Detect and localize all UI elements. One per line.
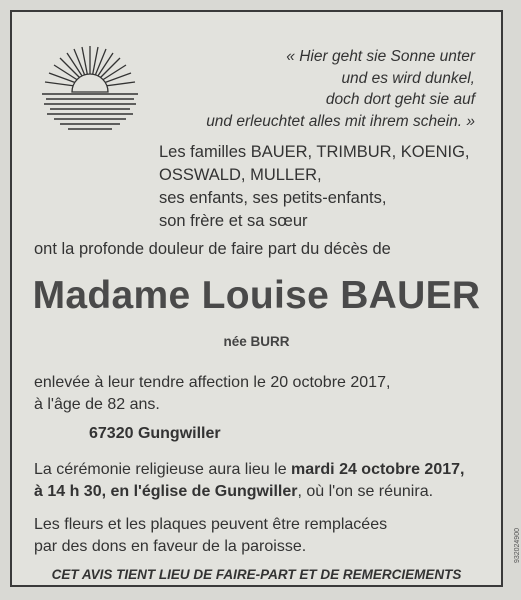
poem-quote xyxy=(206,46,475,132)
poem-line: doch dort geht sie auf xyxy=(325,91,475,108)
death-line: à l'âge de 82 ans. xyxy=(34,396,160,413)
flowers-note xyxy=(34,514,387,558)
families-block xyxy=(159,141,470,233)
footer-notice: CET AVIS TIENT LIEU DE FAIRE-PART ET DE REMERCIEMENTS xyxy=(51,567,462,582)
flowers-line: par des dons en faveur de la paroisse. xyxy=(34,538,307,555)
announcement-intro: ont la profonde douleur de faire part du décès de xyxy=(34,240,391,258)
poem-line: und es wird dunkel, xyxy=(341,69,475,87)
obituary-notice xyxy=(10,10,503,587)
ceremony-time-place: à 14 h 30, en l'église de Gungwiller xyxy=(34,483,298,500)
poem-line: « Hier geht sie Sonne unter xyxy=(286,48,475,65)
ceremony-details xyxy=(34,459,464,503)
families-line: Les familles BAUER, TRIMBUR, KOENIG, xyxy=(159,143,470,161)
death-details xyxy=(34,372,390,416)
families-line: OSSWALD, MULLER, xyxy=(159,166,322,184)
ceremony-line-2 xyxy=(34,481,464,503)
ceremony-line-1 xyxy=(34,459,464,481)
families-line: ses enfants, ses petits-enfants, xyxy=(159,189,387,207)
ceremony-text: La cérémonie religieuse aura lieu le xyxy=(34,461,292,478)
poem-line: und erleuchtet alles mit ihrem schein. » xyxy=(206,112,475,130)
families-line: son frère et sa sœur xyxy=(159,212,308,230)
ceremony-text: , où l'on se réunira. xyxy=(297,483,434,500)
residence-place: 67320 Gungwiller xyxy=(89,425,221,442)
deceased-name: Madame Louise BAUER xyxy=(32,274,481,317)
birth-name: née BURR xyxy=(223,334,290,349)
flowers-line: Les fleurs et les plaques peuvent être remplacées xyxy=(34,516,388,533)
death-line: enlevée à leur tendre affection le 20 octobre 2017, xyxy=(34,374,391,391)
reference-number: 932024900 xyxy=(514,528,521,564)
sunset-icon xyxy=(38,42,142,136)
ceremony-date: mardi 24 octobre 2017, xyxy=(291,461,465,478)
